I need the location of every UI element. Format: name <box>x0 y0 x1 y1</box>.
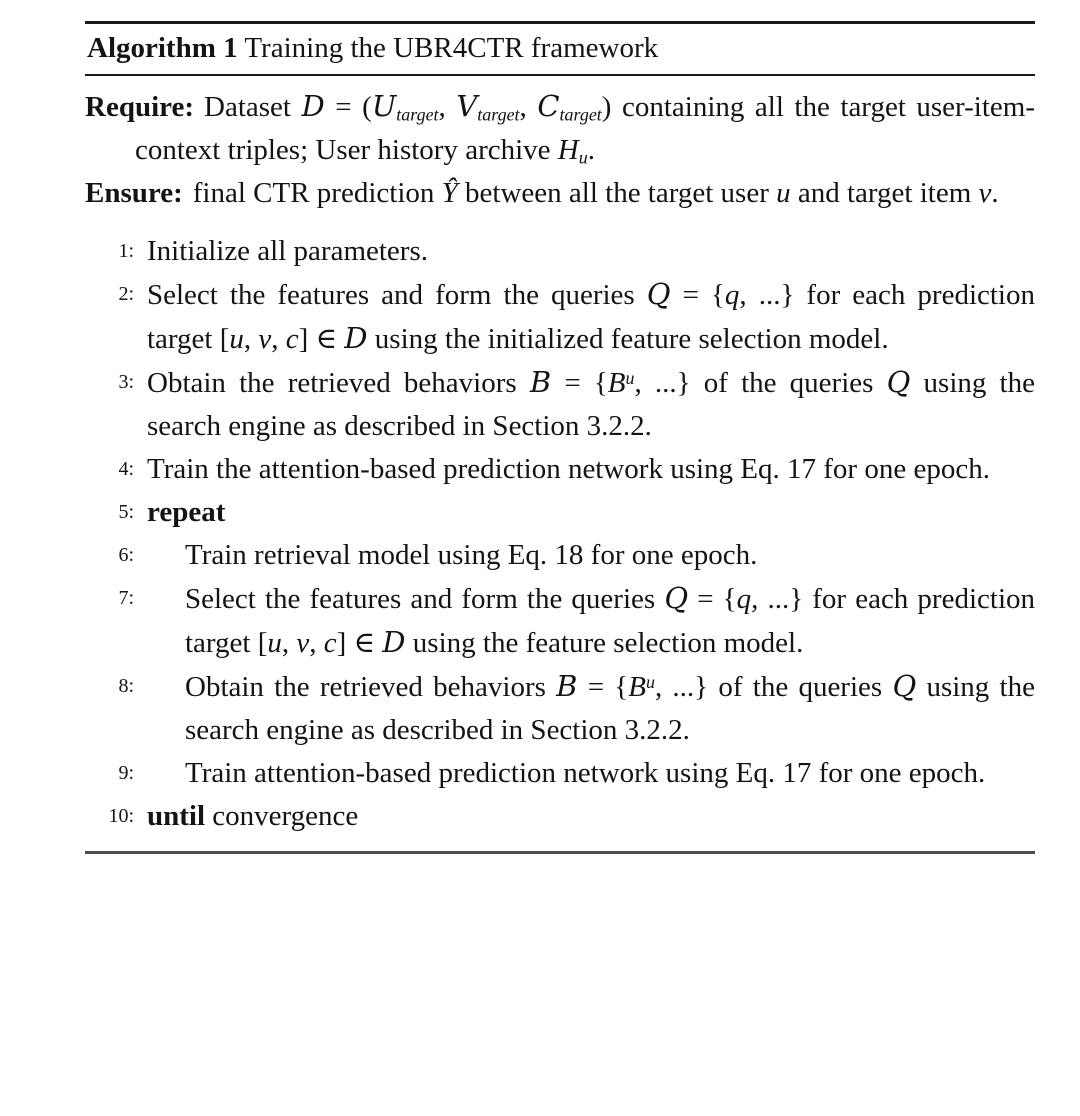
step-row <box>85 534 1035 577</box>
algorithm-box <box>85 21 1035 854</box>
step-row <box>85 665 1035 752</box>
step-text: Train the attention-based prediction network using Eq. 17 for one epoch. <box>147 453 990 485</box>
step-text: Select the features and form the queries Q = {q, ...} for each prediction target [u, v, c] ∈ D using the initialized feature selection model. <box>147 277 1035 355</box>
step-number: 8: <box>118 675 134 697</box>
require-label: Require: <box>85 91 195 123</box>
algorithm-body <box>85 76 1035 838</box>
require-line <box>85 85 1035 172</box>
algorithm-title: Training the UBR4CTR framework <box>237 32 659 64</box>
step-row <box>85 752 1035 795</box>
step-number: 9: <box>118 762 134 784</box>
step-number: 6: <box>118 544 134 566</box>
step-row <box>85 448 1035 491</box>
algorithm-header <box>85 24 1035 74</box>
bottom-rule <box>85 851 1035 854</box>
ensure-label: Ensure: <box>85 177 183 209</box>
step-number: 7: <box>118 587 134 609</box>
step-number: 5: <box>118 501 134 523</box>
require-text: Dataset $D = (U_{target}$, $V_{target}$, $C_{target}$) containing all the target user-item-context triples; User history archive $H_u$. <box>135 89 1035 168</box>
ensure-line <box>85 172 1035 215</box>
step-text: Obtain the retrieved behaviors $B = \{B^u$, ...} of the queries Q using the search engine as described in Section 3.2.2. <box>185 669 1035 746</box>
step-text: until convergence <box>147 800 359 832</box>
step-row <box>85 577 1035 665</box>
step-row <box>85 491 1035 534</box>
step-number: 2: <box>118 283 134 305</box>
step-number: 3: <box>118 371 134 393</box>
step-number: 10: <box>108 805 134 827</box>
step-row <box>85 230 1035 273</box>
step-number: 4: <box>118 458 134 480</box>
step-row <box>85 795 1035 838</box>
steps-list <box>85 230 1035 838</box>
algorithm-label: Algorithm 1 <box>87 32 238 64</box>
step-text: Train retrieval model using Eq. 18 for one epoch. <box>185 539 758 571</box>
step-text: Obtain the retrieved behaviors $B = \{B^u$, ...} of the queries Q using the search engine as described in Section 3.2.2. <box>147 365 1035 442</box>
step-text: Train attention-based prediction network using Eq. 17 for one epoch. <box>185 757 986 789</box>
step-text: repeat <box>147 496 226 528</box>
step-row <box>85 273 1035 361</box>
step-row <box>85 361 1035 448</box>
step-number: 1: <box>118 240 134 262</box>
step-text: Select the features and form the queries Q = {q, ...} for each prediction target [u, v, c] ∈ D using the feature selection model. <box>185 581 1036 659</box>
step-text: Initialize all parameters. <box>147 235 428 267</box>
ensure-text: final CTR prediction Ŷ between all the target user u and target item v. <box>192 177 999 209</box>
